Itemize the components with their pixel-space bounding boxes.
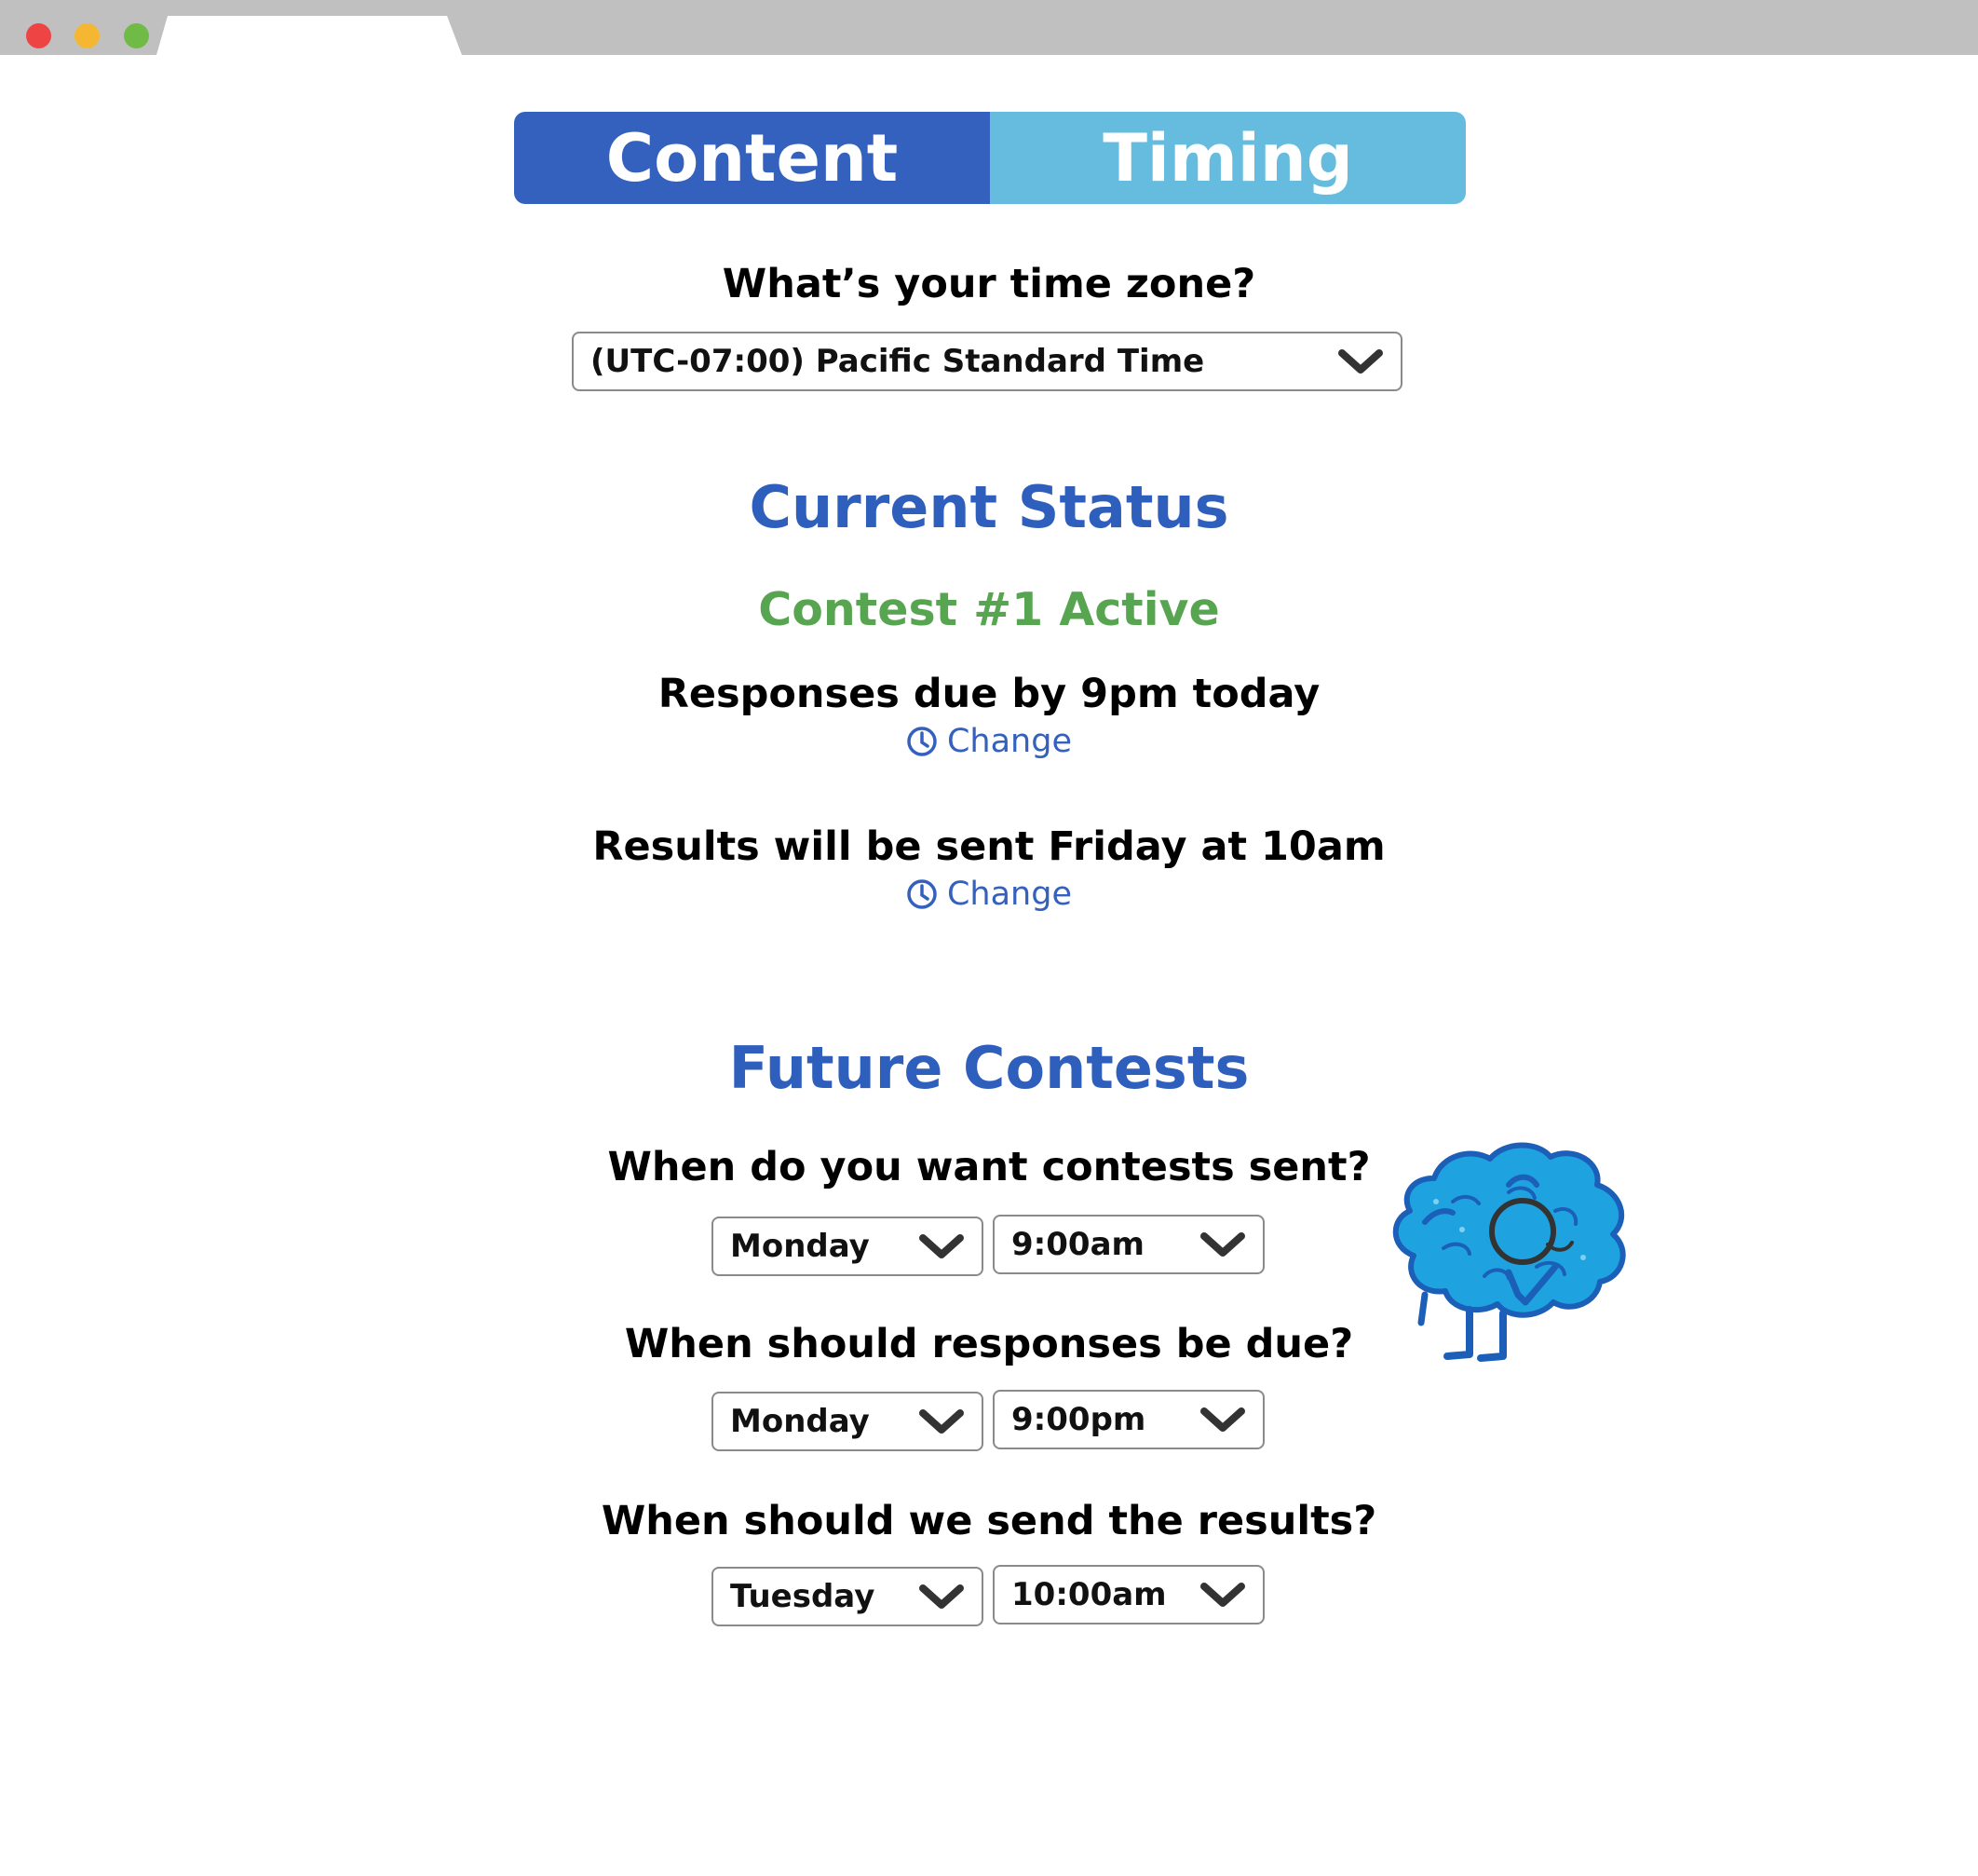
results-question: When should we send the results? [601, 1498, 1377, 1544]
results-day-select[interactable] [711, 1567, 983, 1626]
clock-icon [906, 726, 938, 757]
due-day-value: Monday [730, 1403, 870, 1440]
due-time-value: 9:00pm [1011, 1401, 1146, 1438]
future-contests-heading: Future Contests [728, 1034, 1250, 1102]
sent-day-select[interactable] [711, 1217, 983, 1276]
timezone-question: What’s your time zone? [722, 261, 1256, 307]
chevron-down-icon [1337, 347, 1384, 375]
close-window-icon[interactable] [26, 23, 51, 48]
sent-time-select[interactable] [993, 1215, 1265, 1274]
due-question: When should responses be due? [624, 1321, 1354, 1367]
results-day-value: Tuesday [730, 1578, 875, 1615]
sent-question: When do you want contests sent? [607, 1144, 1371, 1190]
chevron-down-icon [918, 1407, 965, 1435]
maximize-window-icon[interactable] [124, 23, 149, 48]
clock-icon [906, 878, 938, 910]
responses-due-text: Responses due by 9pm today [657, 671, 1321, 717]
chevron-down-icon [918, 1232, 965, 1260]
responses-change-link[interactable] [0, 723, 1978, 766]
sent-time-value: 9:00am [1011, 1226, 1145, 1263]
responses-change-label: Change [946, 723, 1072, 760]
chevron-down-icon [1199, 1230, 1246, 1258]
chevron-down-icon [1199, 1406, 1246, 1434]
chevron-down-icon [918, 1583, 965, 1611]
timezone-select[interactable] [572, 332, 1402, 391]
chevron-down-icon [1199, 1581, 1246, 1609]
browser-titlebar [0, 0, 1978, 55]
contest-status: Contest #1 Active [758, 583, 1220, 636]
minimize-window-icon[interactable] [75, 23, 100, 48]
tab-timing[interactable]: Timing [990, 112, 1466, 204]
brain-mascot [1369, 1136, 1639, 1379]
browser-tab[interactable] [168, 16, 447, 55]
current-status-heading: Current Status [749, 473, 1229, 541]
sent-day-value: Monday [730, 1228, 870, 1265]
results-change-label: Change [946, 876, 1072, 913]
results-time-select[interactable] [993, 1565, 1265, 1625]
tab-content[interactable]: Content [514, 112, 990, 204]
due-time-select[interactable] [993, 1390, 1265, 1449]
results-change-link[interactable] [0, 876, 1978, 918]
results-sent-text: Results will be sent Friday at 10am [592, 823, 1386, 870]
results-time-value: 10:00am [1011, 1576, 1167, 1613]
timezone-select-value: (UTC-07:00) Pacific Standard Time [590, 343, 1205, 380]
due-day-select[interactable] [711, 1392, 983, 1451]
tab-bar [514, 112, 1466, 204]
